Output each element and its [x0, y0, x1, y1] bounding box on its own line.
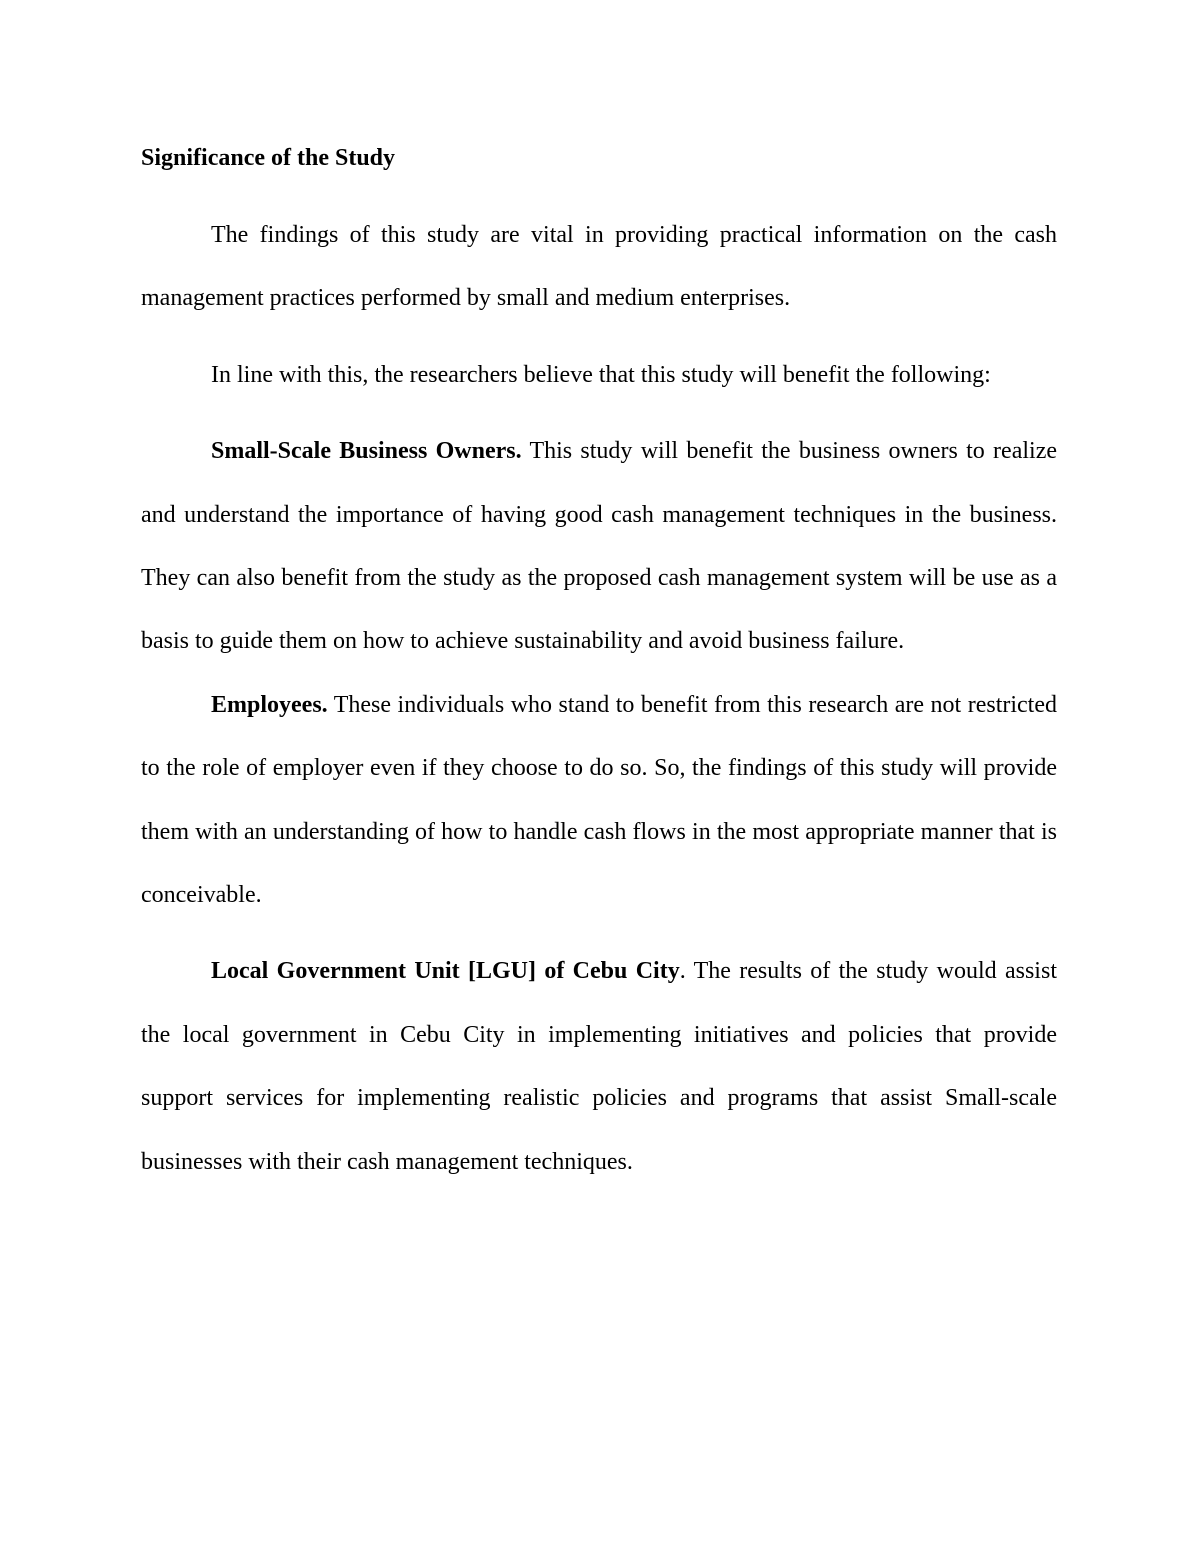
paragraph-employees [141, 674, 1057, 928]
employees-lead: Employees. [211, 691, 328, 718]
lgu-lead: Local Government Unit [LGU] of Cebu City [211, 958, 680, 985]
paragraph-business-owners [141, 420, 1057, 674]
section-heading: Significance of the Study [141, 145, 396, 171]
lgu-text: . The results of the study would assist the local government in Cebu City in implementing initiatives and policies that provide support services for implementing realistic policies and programs that assist Small-scale businesses with their cash management techniques. [141, 958, 1057, 1175]
business-owners-text: This study will benefit the business owners to realize and understand the importance of having good cash management techniques in the business. They can also benefit from the study as the proposed cash management system will be use as a basis to guide them on how to achieve sustainability and avoid business failure. [141, 438, 1057, 655]
employees-text: These individuals who stand to benefit from this research are not restricted to the role of employer even if they choose to do so. So, the findings of this study will provide them with an understanding of how to handle cash flows in the most appropriate manner that is conceivable. [141, 691, 1057, 909]
business-owners-lead: Small-Scale Business Owners. [211, 438, 522, 465]
paragraph-lgu [141, 940, 1057, 1194]
document-body [141, 140, 1057, 1194]
paragraph-intro-beneficiaries: In line with this, the researchers believe that this study will benefit the following: [211, 361, 991, 388]
paragraph-intro-findings: The findings of this study are vital in providing practical information on the cash management practices performed by small and medium enterprises. [141, 222, 1057, 312]
